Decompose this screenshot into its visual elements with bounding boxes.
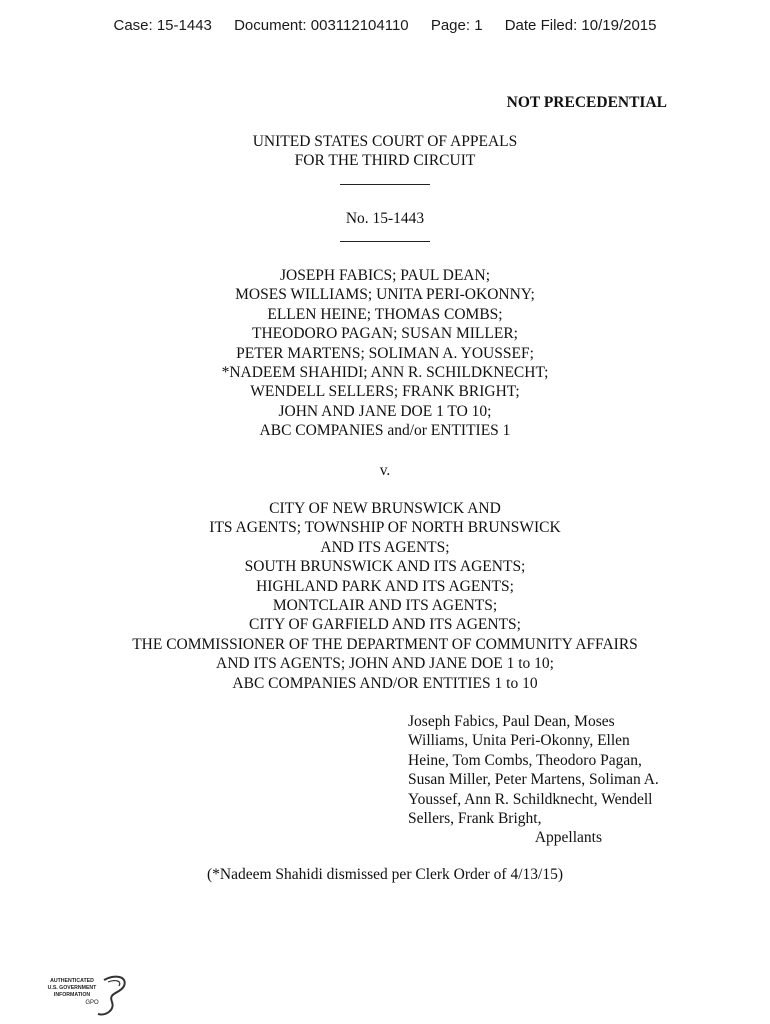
plaintiff-line: PETER MARTENS; SOLIMAN A. YOUSSEF; (236, 344, 534, 362)
defendant-line: HIGHLAND PARK AND ITS AGENTS; (256, 577, 514, 595)
case-id: Case: 15-1443 (113, 17, 212, 34)
case-number: No. 15-1443 (345, 210, 425, 227)
appellant-line: Heine, Tom Combs, Theodoro Pagan, (408, 751, 642, 769)
appellants-role: Appellants (534, 829, 602, 847)
document-id: Document: 003112104110 (234, 17, 409, 34)
plaintiffs-list (0, 266, 770, 441)
date-filed: Date Filed: 10/19/2015 (504, 17, 657, 34)
defendant-line: THE COMMISSIONER OF THE DEPARTMENT OF COMMUNITY AFFAIRS (132, 635, 638, 653)
defendants-list (0, 499, 770, 693)
plaintiff-line: WENDELL SELLERS; FRANK BRIGHT; (250, 383, 520, 401)
appellant-line: Joseph Fabics, Paul Dean, Moses (408, 713, 615, 730)
precedential-status: NOT PRECEDENTIAL (506, 94, 667, 111)
court-line-2: FOR THE THIRD CIRCUIT (294, 152, 476, 170)
case-number-block (0, 209, 770, 248)
filing-header (0, 17, 770, 34)
appellant-line: Susan Miller, Peter Martens, Soliman A. (408, 771, 659, 789)
plaintiff-line: *NADEEM SHAHIDI; ANN R. SCHILDKNECHT; (221, 364, 549, 382)
appellant-line: Youssef, Ann R. Schildknecht, Wendell (408, 790, 653, 808)
defendant-line: CITY OF GARFIELD AND ITS AGENTS; (249, 616, 521, 634)
defendant-line: CITY OF NEW BRUNSWICK AND (269, 500, 501, 517)
plaintiff-line: MOSES WILLIAMS; UNITA PERI-OKONNY; (235, 286, 535, 304)
defendant-line: AND ITS AGENTS; JOHN AND JANE DOE 1 to 10; (216, 655, 554, 673)
gpo-authentication-seal (42, 972, 132, 1018)
plaintiff-line: JOSEPH FABICS; PAUL DEAN; (279, 267, 490, 284)
defendant-line: AND ITS AGENTS; (320, 538, 450, 556)
appellant-line: Sellers, Frank Bright, (408, 810, 542, 828)
defendant-line: ABC COMPANIES AND/OR ENTITIES 1 to 10 (232, 674, 538, 692)
seal-line: GPO (85, 1000, 99, 1006)
appellant-line: Williams, Unita Peri-Okonny, Ellen (408, 732, 630, 750)
seal-line: U.S. GOVERNMENT (47, 985, 97, 991)
court-line-1: UNITED STATES COURT OF APPEALS (252, 133, 518, 150)
dismissal-note: (*Nadeem Shahidi dismissed per Clerk Order of 4/13/15) (207, 866, 563, 883)
versus: v. (379, 462, 391, 479)
appellants-block (408, 712, 698, 848)
defendant-line: ITS AGENTS; TOWNSHIP OF NORTH BRUNSWICK (209, 519, 561, 537)
divider (340, 172, 430, 185)
plaintiff-line: ELLEN HEINE; THOMAS COMBS; (267, 305, 503, 323)
defendant-line: MONTCLAIR AND ITS AGENTS; (272, 597, 498, 615)
seal-line: AUTHENTICATED (50, 978, 94, 984)
divider (340, 229, 430, 242)
defendant-line: SOUTH BRUNSWICK AND ITS AGENTS; (244, 558, 526, 576)
plaintiff-line: THEODORO PAGAN; SUSAN MILLER; (252, 325, 518, 343)
plaintiff-line: JOHN AND JANE DOE 1 TO 10; (278, 402, 492, 420)
seal-line: INFORMATION (53, 992, 91, 998)
page-number: Page: 1 (430, 17, 483, 34)
court-name (0, 132, 770, 190)
plaintiff-line: ABC COMPANIES and/or ENTITIES 1 (259, 422, 511, 440)
